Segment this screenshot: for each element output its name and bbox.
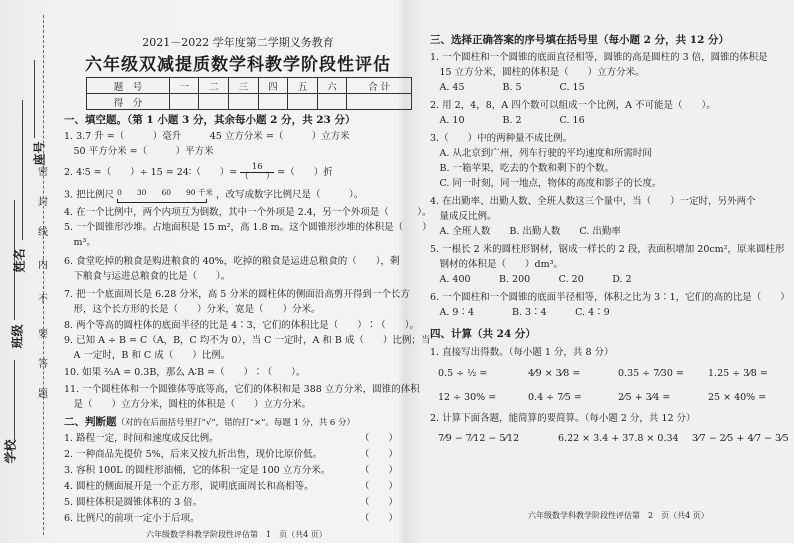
score-header-cell: 五: [288, 78, 318, 94]
question-6: 6. 食堂吃掉的粮食是购进粮食的 40%，吃掉的粮食是运进总粮食的（ ），剩: [64, 256, 400, 267]
judge-2: 2. 一种商品先提价 5%，后来又按九折出售，现价比原价低。: [64, 449, 323, 460]
name-line: [22, 100, 23, 240]
question-3: [64, 187, 363, 203]
school-label: 学校: [3, 439, 18, 464]
score-header-cell: 一: [169, 78, 199, 94]
score-cell[interactable]: [288, 94, 318, 110]
q2-text-post: =（ ）折: [277, 167, 333, 178]
choice-3-option-c: C. 同一时刻，同一地点，物体的高度和影子的长度。: [430, 178, 662, 189]
answer-blank[interactable]: （ ）: [360, 497, 399, 508]
score-cell[interactable]: [258, 94, 288, 110]
choice-1-cont: 15 立方分米，圆柱的体积是（ ）立方分米。: [430, 67, 645, 78]
judge-3: 3. 容积 100L 的圆柱形油桶，它的体积一定是 100 立方分米。: [64, 465, 331, 476]
question-11: 11. 一个圆柱体和一个圆锥体等底等高，它们的体积和是 388 立方分米，圆锥的体积: [64, 384, 420, 395]
judge-1: 1. 路程一定，时间和速度成反比例。: [64, 433, 219, 444]
exam-header: 2021－2022 学年度第二学期义务教育: [142, 36, 334, 49]
seal-char: 封: [38, 197, 48, 208]
choice-1-options: A. 45 B. 5 C. 15: [430, 82, 585, 93]
question-2: [64, 163, 333, 182]
question-1-cont: 50 平方分米 =（ ）平方米: [64, 146, 214, 157]
calc-item: 25 × 40% =: [708, 392, 767, 403]
choice-5-options: A. 400 B. 200 C. 20 D. 2: [430, 274, 632, 285]
calc-item: 0.35 ÷ 7⁄30 =: [618, 368, 684, 379]
section-3-title: 三、选择正确答案的序号填在括号里（每小题 2 分，共 12 分）: [430, 34, 730, 46]
section-1-title: 一、填空题。（第 1 小题 3 分，其余每小题 2 分，共 23 分）: [64, 114, 356, 126]
score-header-cell: 题 号: [87, 78, 170, 94]
seal-char: 要: [38, 329, 48, 340]
choice-3-option-a: A. 从北京到广州，列车行驶的平均速度和所需时间: [430, 148, 652, 159]
score-cell[interactable]: [317, 94, 347, 110]
score-cell[interactable]: [347, 94, 412, 110]
calc-1-title: 1. 直接写出得数。（每小题 1 分，共 8 分）: [430, 347, 614, 358]
seat-line: [34, 60, 35, 138]
choice-5: 5. 一根长 2 米的圆柱形钢材，锯成一样长的 2 段，表面积增加 20cm²，原来圆柱形: [430, 244, 785, 255]
seal-char: 内: [38, 260, 48, 271]
q3-text-post: ，改写成数字比例尺是（ ）。: [215, 189, 364, 201]
seal-char: 不: [38, 294, 48, 305]
q2-frac-top: 16: [240, 163, 274, 173]
seat-label: 座号: [32, 141, 47, 166]
question-8: 8. 两个等高的圆柱体的底面半径的比是 4∶3，它们的体积比是（ ）∶（ ）。: [64, 320, 419, 331]
calc-item: 3⁄7 − 2⁄5 + 4⁄7 − 3⁄5: [692, 433, 789, 444]
exam-title: 六年级双减提质数学科教学阶段性评估: [85, 55, 391, 75]
q3-text: 3. 把比例尺: [64, 189, 115, 201]
name-label: 姓名: [12, 248, 27, 273]
q2-text: 2. 4∶5 =（ ）÷ 15 = 24∶（ ）=: [64, 167, 238, 178]
score-cell[interactable]: [169, 94, 199, 110]
seal-char: 题: [38, 389, 48, 400]
page-footer: 六年级数学科教学阶段性评估第 1 页（共4 页）: [146, 530, 327, 539]
choice-4: 4. 在出勤率、出勤人数、全班人数这三个量中，当（ ）一定时，另外两个: [430, 196, 756, 207]
choice-3-option-b: B. 一箱苹果，吃去的个数和剩下的个数。: [430, 163, 615, 174]
section-4-title: 四、计算（共 24 分）: [430, 328, 536, 340]
question-6-cont: 下粮食与运进总粮食的比是（ ）。: [64, 271, 231, 282]
choice-4-cont: 量成反比例。: [430, 211, 497, 222]
choice-4-options: A. 全班人数 B. 出勤人数 C. 出勤率: [430, 226, 621, 237]
answer-blank[interactable]: （ ）: [360, 433, 399, 444]
choice-3: 3.（ ）中的两种量不成比例。: [430, 133, 573, 144]
score-header-cell: 四: [258, 78, 288, 94]
seal-char: 密: [38, 167, 48, 178]
question-7: 7. 把一个底面周长是 6.28 分米，高 5 分米的圆柱体的侧面沿高剪开得到一个长方: [64, 289, 410, 300]
school-line: [14, 360, 15, 440]
seal-char: 答: [38, 359, 48, 370]
choice-6-options: A. 9∶4 B. 3∶4 C. 4∶9: [430, 307, 610, 318]
question-1: 1. 3.7 升 =（ ）毫升 45 立方分米 =（ ）立方米: [64, 131, 350, 142]
calc-item: 12 ÷ 30% =: [438, 392, 497, 403]
answer-blank[interactable]: （ ）: [360, 513, 399, 524]
score-header-cell: 三: [229, 78, 259, 94]
page-1: [64, 0, 432, 543]
question-5-cont: m³。: [64, 237, 96, 248]
score-table: [86, 77, 412, 110]
judge-4: 4. 圆柱的侧面展开是一个正方形，说明底面周长和高相等。: [64, 481, 314, 492]
choice-6: 6. 一个圆柱和一个圆锥的底面半径相等，体积之比为 3∶1，它们的高的比是（ ）: [430, 292, 790, 303]
question-11-cont: 是（ ）立方分米，圆柱的体积是（ ）立方分米。: [64, 399, 312, 410]
calc-item: 6.22 × 3.4 + 37.8 × 0.34: [558, 433, 679, 444]
line-scale: [117, 187, 213, 203]
question-4: 4. 在一个比例中，两个内项互为倒数，其中一个外项是 2.4，另一个外项是（ ）。: [64, 207, 432, 218]
calc-item: 1.25 ÷ 3⁄8 =: [708, 368, 768, 379]
calc-item: 7⁄9 − 7⁄12 − 5⁄12: [438, 433, 520, 444]
choice-5-cont: 钢材的体积是（ ）dm³。: [430, 259, 563, 270]
judge-5: 5. 圆柱体积是圆锥体积的 3 倍。: [64, 497, 203, 508]
section-2-title: 二、判断题: [64, 416, 117, 428]
class-label: 班级: [10, 324, 25, 349]
score-header-cell: 六: [317, 78, 347, 94]
calc-item: 0.5 ÷ ½ =: [438, 368, 488, 379]
seal-dashed-line: [43, 15, 44, 535]
calc-2-title: 2. 计算下面各题，能简算的要简算。（每小题 2 分，共 12 分）: [430, 413, 696, 424]
calc-item: 2⁄5 + 3⁄4 =: [618, 392, 671, 403]
question-5: 5. 一个圆锥形沙堆。占地面积是 15 m²，高 1.8 m。这个圆锥形沙堆的体积是（ ）: [64, 222, 432, 233]
q2-fraction: [240, 163, 274, 182]
choice-1: 1. 一个圆柱和一个圆锥的底面直径相等，圆锥的高是圆柱的 3 倍，圆锥的体积是: [430, 52, 768, 63]
page-2: [430, 0, 790, 543]
calc-item: 0.4 ÷ 7⁄5 =: [528, 392, 582, 403]
score-header-cell: 二: [199, 78, 229, 94]
line-scale-label: 0 30 60 90 千米: [117, 188, 213, 197]
question-7-cont: 形，这个长方形的长是（ ）分米，宽是（ ）分米。: [64, 304, 321, 315]
score-cell[interactable]: [229, 94, 259, 110]
seal-char: 线: [38, 227, 48, 238]
question-9: 9. 已知 A ÷ B = C（A，B，C 均不为 0），当 C 一定时，A 和 B 成（ ）比例；当: [64, 335, 431, 346]
answer-blank[interactable]: （ ）: [360, 465, 399, 476]
judge-6: 6. 比例尺的前项一定小于后项。: [64, 513, 200, 524]
question-9-cont: A 一定时，B 和 C 成（ ）比例。: [64, 350, 231, 361]
q2-frac-bot: （ ）: [240, 172, 275, 182]
score-row-label: 得 分: [87, 94, 170, 110]
section-2-heading: [64, 416, 355, 429]
score-cell[interactable]: [199, 94, 229, 110]
answer-blank[interactable]: （ ）: [360, 481, 399, 492]
page-footer: 六年级数学科教学阶段性评估第 2 页（共4 页）: [528, 511, 709, 520]
score-header-cell: 合 计: [347, 78, 412, 94]
calc-item: 4⁄9 × 3⁄8 =: [528, 368, 581, 379]
section-2-note: （对的在后面括号里打“√”，错的打“×”。每题 1 分，共 6 分）: [116, 418, 356, 428]
choice-2-options: A. 10 B. 2 C. 16: [430, 115, 585, 126]
choice-2: 2. 用 2，4，8，A 四个数可以组成一个比例，A 不可能是（ ）。: [430, 100, 716, 111]
line-scale-bar: [117, 199, 207, 203]
answer-blank[interactable]: （ ）: [360, 449, 399, 460]
question-10: 10. 如果 ⅔A = 0.3B，那么 A∶B =（ ）∶（ ）。: [64, 367, 306, 378]
binding-margin: [0, 0, 62, 543]
